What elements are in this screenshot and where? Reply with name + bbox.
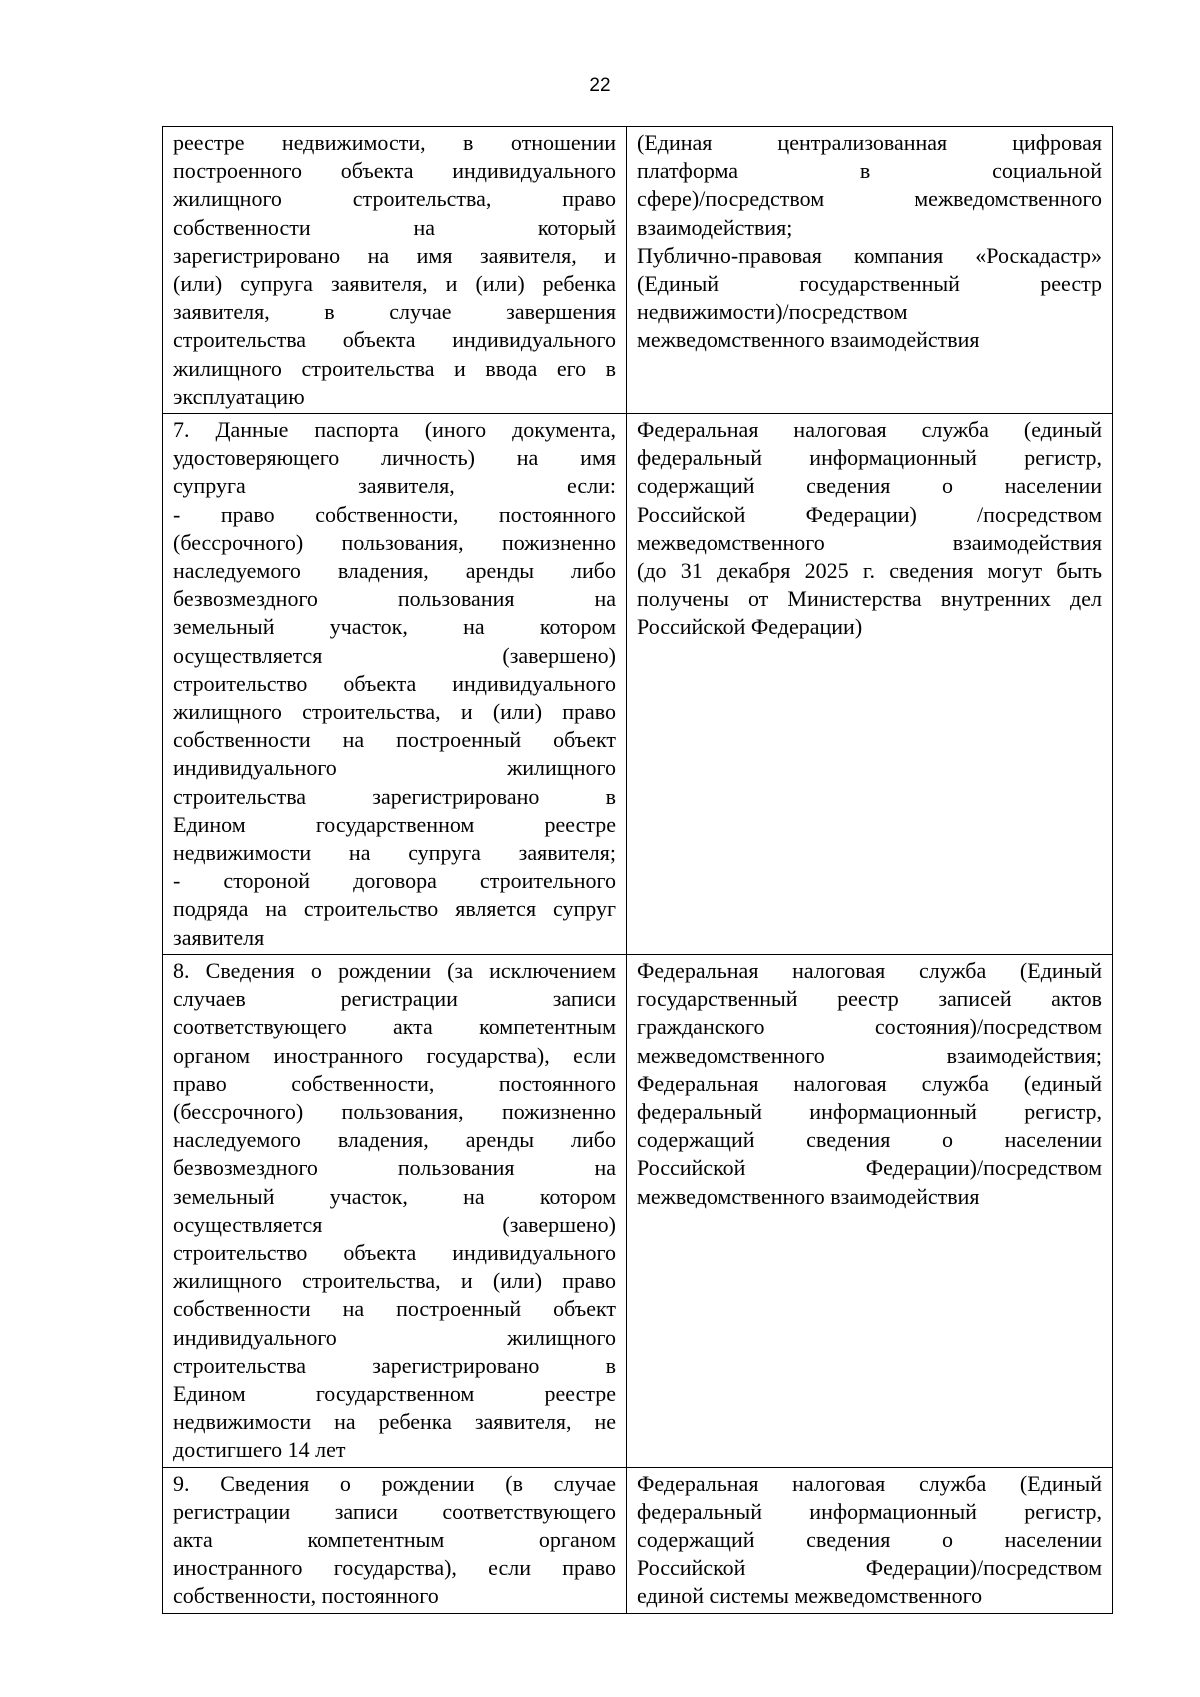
cell-text-line: жилищного строительства и ввода его в [173,355,616,381]
table-cell-data-description [163,414,627,955]
table-row [163,1467,1113,1613]
table-row [163,127,1113,414]
cell-text-line: - стороной договора строительного [173,868,616,894]
cell-text-line: (бессрочного) пользования, пожизненно [173,529,616,555]
cell-text-line: Российской Федерации) [637,614,863,640]
cell-text-line: Российской Федерации)/посредством [637,1555,1102,1581]
cell-text-line: жилищного строительства, право [173,186,616,212]
cell-text-line: случаев регистрации записи [173,986,616,1012]
cell-text-line: безвозмездного пользования на [173,586,616,612]
cell-text-line: индивидуального жилищного [173,755,616,781]
document-table [162,126,1113,1614]
cell-text-line: органом иностранного государства), если [173,1042,616,1068]
cell-text-line: иностранного государства), если право [173,1555,616,1581]
cell-text-line: Федеральная налоговая служба (Единый [637,957,1102,983]
cell-text-line: получены от Министерства внутренних дел [637,586,1102,612]
cell-text-line: Публично-правовая компания «Роскадастр» [637,242,1102,268]
cell-text-line: строительство объекта индивидуального [173,1239,616,1265]
cell-text-line: 7. Данные паспорта (иного документа, [173,417,616,443]
cell-text-line: содержащий сведения о населении [637,473,1102,499]
cell-text-line: федеральный информационный регистр, [637,1098,1102,1124]
table-cell-data-description [163,127,627,414]
cell-text-line: удостоверяющего личность) на имя [173,445,616,471]
cell-text-line: Федеральная налоговая служба (Единый [637,1470,1102,1496]
cell-text-line: собственности на построенный объект [173,1296,616,1322]
cell-text-line: Российской Федерации)/посредством [637,1155,1102,1181]
document-table-body [163,127,1113,1614]
cell-text-line: подряда на строительство является супруг [173,896,616,922]
cell-text-line: строительства объекта индивидуального [173,327,616,353]
table-row [163,414,1113,955]
cell-text-line: недвижимости)/посредством [637,299,908,325]
cell-text-line: содержащий сведения о населении [637,1526,1102,1552]
cell-text-line: (Единая централизованная цифровая [637,130,1102,155]
cell-text-line: единой системы межведомственного [637,1583,983,1609]
cell-text-line: достигшего 14 лет [173,1437,346,1463]
cell-text-line: заявителя, в случае завершения [173,299,616,325]
cell-text-line: наследуемого владения, аренды либо [173,1127,616,1153]
cell-text-line: соответствующего акта компетентным [173,1014,616,1040]
cell-text-line: (до 31 декабря 2025 г. сведения могут быть [637,558,1102,584]
cell-text-line: Российской Федерации) /посредством [637,501,1102,527]
cell-text-line: строительство объекта индивидуального [173,670,616,696]
cell-text-line: государственный реестр записей актов [637,986,1102,1012]
cell-text-line: Федеральная налоговая служба (единый [637,1070,1102,1096]
cell-text-line: осуществляется (завершено) [173,642,616,668]
table-cell-data-source [627,414,1113,955]
cell-text-line: федеральный информационный регистр, [637,1498,1102,1524]
table-cell-data-source [627,1467,1113,1613]
cell-text-line: (бессрочного) пользования, пожизненно [173,1098,616,1124]
cell-text-line: 9. Сведения о рождении (в случае [173,1470,616,1496]
cell-text-line: осуществляется (завершено) [173,1211,616,1237]
cell-text-line: (Единый государственный реестр [637,271,1102,297]
cell-text-line: заявителя [173,924,265,950]
table-row [163,954,1113,1467]
cell-text-line: 8. Сведения о рождении (за исключением [173,957,616,983]
cell-text-line: индивидуального жилищного [173,1324,616,1350]
cell-text-line: межведомственного взаимодействия [637,327,980,353]
cell-text-line: жилищного строительства, и (или) право [173,1268,616,1294]
cell-text-line: реестре недвижимости, в отношении [173,130,616,155]
cell-text-line: земельный участок, на котором [173,614,616,640]
cell-text-line: платформа в социальной [637,158,1102,184]
cell-text-line: межведомственного взаимодействия; [637,1042,1102,1068]
cell-text-line: федеральный информационный регистр, [637,445,1102,471]
table-cell-data-description [163,954,627,1467]
cell-text-line: сфере)/посредством межведомственного [637,186,1102,212]
cell-text-line: содержащий сведения о населении [637,1127,1102,1153]
table-cell-data-source [627,954,1113,1467]
cell-text-line: наследуемого владения, аренды либо [173,558,616,584]
cell-text-line: взаимодействия; [637,214,793,240]
cell-text-line: право собственности, постоянного [173,1070,616,1096]
cell-text-line: строительства зарегистрировано в [173,1352,616,1378]
cell-text-line: жилищного строительства, и (или) право [173,699,616,725]
cell-text-line: земельный участок, на котором [173,1183,616,1209]
page-number: 22 [589,75,611,96]
cell-text-line: собственности, постоянного [173,1583,439,1609]
cell-text-line: эксплуатацию [173,383,305,409]
cell-text-line: зарегистрировано на имя заявителя, и [173,242,616,268]
cell-text-line: регистрации записи соответствующего [173,1498,616,1524]
table-cell-data-description [163,1467,627,1613]
cell-text-line: недвижимости на супруга заявителя; [173,840,616,866]
cell-text-line: (или) супруга заявителя, и (или) ребенка [173,271,616,297]
cell-text-line: безвозмездного пользования на [173,1155,616,1181]
cell-text-line: Федеральная налоговая служба (единый [637,417,1102,443]
cell-text-line: Едином государственном реестре [173,811,616,837]
cell-text-line: собственности на построенный объект [173,727,616,753]
cell-text-line: супруга заявителя, если: [173,473,616,499]
cell-text-line: недвижимости на ребенка заявителя, не [173,1409,616,1435]
cell-text-line: построенного объекта индивидуального [173,158,616,184]
cell-text-line: строительства зарегистрировано в [173,783,616,809]
cell-text-line: - право собственности, постоянного [173,501,616,527]
table-cell-data-source [627,127,1113,414]
cell-text-line: Едином государственном реестре [173,1380,616,1406]
cell-text-line: собственности на который [173,214,616,240]
cell-text-line: гражданского состояния)/посредством [637,1014,1102,1040]
cell-text-line: межведомственного взаимодействия [637,1183,980,1209]
cell-text-line: межведомственного взаимодействия [637,529,1102,555]
cell-text-line: акта компетентным органом [173,1526,616,1552]
